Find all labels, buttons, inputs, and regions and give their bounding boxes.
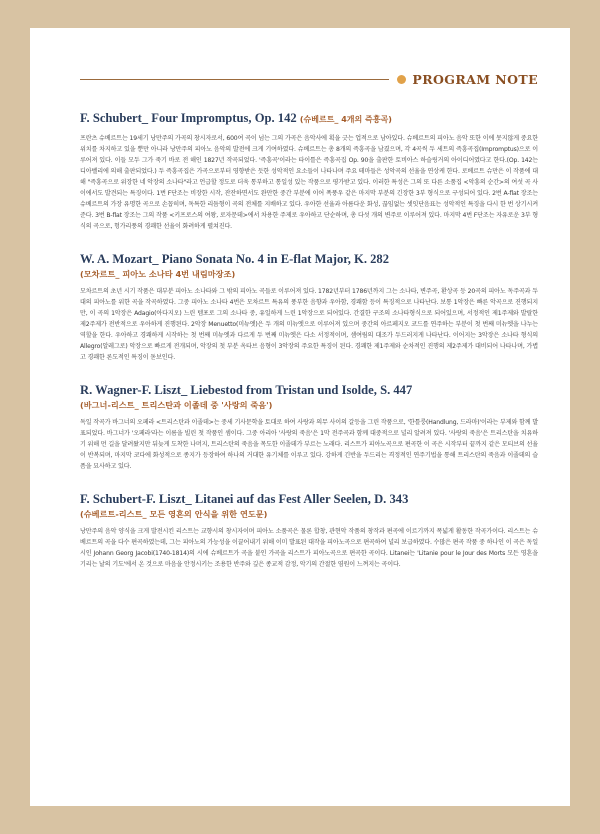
piece-subtitle-korean: (모차르트_ 피아노 소나타 4번 내림마장조) [80, 269, 236, 279]
piece-title-text: F. Schubert_ Four Impromptus, Op. 142 [80, 111, 297, 125]
piece-title-korean: (슈베르트_ 4개의 즉흥곡) [299, 115, 392, 124]
piece-title: R. Wagner-F. Liszt_ Liebestod from Tristan und Isolde, S. 447 [80, 383, 413, 397]
piece-schubert-impromptus [80, 110, 538, 232]
piece-title: W. A. Mozart_ Piano Sonata No. 4 in E-flat Major, K. 282 [80, 252, 390, 266]
piece-wagner-liszt-liebestod [80, 382, 538, 472]
program-note-page [30, 28, 570, 806]
piece-description: 모차르트의 초년 시기 작품은 대부분 피아노 소나타와 그 밖의 피아노 곡들로 이루어져 있다. 1782년부터 1786년까지 그는 소나타, 변주곡, 환상곡 등 20곡의 피아노 독주곡과 두 대의 피아노를 위한 곡을 작곡하였다. 그중 피아노 소나타 4번은 모차르트 특유의 풍부한 음향과 우아함, 경쾌함 등이 특징적으로 나타난다. 보통 1악장은 빠른 악곡으로 진행되지만, 이 곡의 1악장은 Adagio(아다지오) 느린 템포로 그의 소나타 중, 유일하게 느린 1악장으로 되어있다. 간결한 구조의 소나타형식으로 되어있으며, 서정적인 제1주제와 발랄한 제2주제가 전반적으로 우아하게 진행된다. 2악장 Menuetto(미뉴엣)은 두 개의 미뉴엣으로 이루어져 있으며 중간의 아르페지오 코드를 연주하는 부분이 첫 번째 미뉴엣을 나누는 역할을 한다. 우아하고 경쾌하게 시작하는 첫 번째 미뉴엣과 다르게 두 번째 미뉴엣은 다소 서정적이며, 셈여림의 대조가 두드러지게 나타난다. 이어지는 3악장은 소나타 형식의 Allegro(알레그로) 악장으로 빠르게 전개되며, 악장의 첫 부분 옥타브 음형이 3악장의 주요한 특징이 된다. 경쾌한 제1주제와 순차적인 진행의 제2주제가 대비되어 나타나며, 가볍고 경쾌한 론도적인 특징이 돋보인다. [80, 288, 538, 361]
piece-title [80, 110, 538, 128]
piece-description: 프란츠 슈베르트는 19세기 낭만주의 가곡의 창시자로서, 600여 곡이 넘는 그의 가곡은 음악사에 획을 긋는 업적으로 남아있다. 슈베르트의 피아노 음악 또한 이에 못지않게 중요한 위치를 차지하고 있을 뿐만 아니라 낭만주의 피아노 음악의 발전에 크게 기여하였다. 슈베르트는 총 8개의 즉흥곡을 남겼으며, 각 4곡씩 두 세트의 즉흥곡집(Impromptus)으로 이루어져 있다. 이들 모두 그가 죽기 바로 전 해인 1827년 작곡되었다. '즉흥곡'이라는 타이틀은 즉흥곡집 Op. 90을 출판한 토비아스 하슬링거의 아이디어였다고 한다.(Op. 142는 디아벨리에 의해 출판되었다.) 두 즉흥곡집은 가곡으로부터 영향받은 듯한 성악적인 요소들이 나타나며 주요 테마들은 성악곡의 선율을 연상케 한다. 로베르트 슈만은 이 작품에 대해 "즉흥곡으로 위장한 네 악장의 소나타"라고 언급할 정도로 더욱 통부하고 통일성 있는 작품으로 평가받고 있다. 이러한 특성은 그의 또 다른 소품집 <악흥의 순간>의 여섯 곡 사이에서도 발견되는 특징이다. 1번 F단조는 비장한 시작, 잔잔하면서도 완만한 중간 부분에 이어 폭풍우 같은 마지막 부분의 긴장한 3부 형식으로 구성되어 있다. 2번 A-flat 장조는 슈베르트의 가장 유명한 곡으로 손꼽히며, 독특한 리듬형이 곡의 전체를 지배하고 있다. 우아한 선율과 아름다운 화성, 끊임없는 셋잇단음표는 성악적인 특징을 다시 한 번 상기시켜준다. 3번 B-flat 장조는 그의 작품 <키프로스의 여왕, 로자문데>에서 차용한 주제로 우아하고 단순하며, 총 다섯 개의 변주로 이루어져 있다. 마지막 4번 F단조는 자유로운 3부 형식의 곡으로, 헝가리풍의 경쾌한 선율이 화려하게 펼쳐진다. [80, 135, 538, 230]
header-rule [80, 79, 389, 80]
piece-description: 낭만주의 음악 양식을 크게 발전시킨 리스트는 교향시의 창시자이며 피아노 소품곡은 물론 합창, 관현악 작품의 창작과 편곡에 이르기까지 폭넓게 활동한 작곡가이다. 리스트는 슈베르트의 곡을 다수 편곡하였는데, 그는 피아노의 가능성을 이끌어내기 위해 이미 발표된 대작을 피아노곡으로 편곡하여 널리 보급하였다. 수많은 편곡 작품 중 하나인 이 곡은 독일 시인 Johann Georg Jacobi(1740-1814)의 시에 슈베르트가 곡을 붙인 가곡을 리스트가 피아노곡으로 편곡한 곡이다. Litanei는 'Litanie pour le Jour des Morts 모든 영혼을 기리는 날의 기도'에서 온 것으로 마음을 안정시키는 조용한 반주와 깊은 종교적 감정, 악기의 간절한 염원이 느껴지는 곡이다. [80, 528, 538, 568]
bullet-dot-icon [397, 75, 406, 84]
program-note-header [80, 70, 538, 88]
piece-mozart-sonata [80, 251, 538, 363]
header-title: PROGRAM NOTE [412, 71, 538, 87]
piece-subtitle-korean: (바그너-리스트_ 트리스탄과 이졸데 중 '사랑의 죽음') [80, 400, 273, 410]
piece-title: F. Schubert-F. Liszt_ Litanei auf das Fest Aller Seelen, D. 343 [80, 492, 409, 506]
piece-schubert-liszt-litanei [80, 491, 538, 570]
piece-description: 독일 작곡가 바그너의 오페라 <트리스탄과 이졸데>는 중세 기사문학을 토대로 하여 사랑과 의무 사이의 갈등을 그린 작품으로, '한틀룽(Handlung, 드라마)'이라는 부제와 함께 발표되었다. 바그너가 '오페라'라는 이름을 빌린 첫 작품인 셈이다. 그중 아리아 '사랑의 죽음'은 1막 전주곡과 함께 대중적으로 널리 알려져 있다. '사랑의 죽음'은 트리스탄을 치유하기 위해 먼 길을 달려왔지만 뒤늦게 도착한 나머지, 트리스탄의 죽음을 목도한 이졸데가 부르는 노래다. 리스트가 피아노곡으로 편곡한 이 곡은 시작부터 끝까지 같은 모티브의 선율이 반복되며, 마지막 코다에 화성적으로 종지가 등장하여 하나의 거대한 유기체를 이루고 있다. 강하게 긴반을 두드리는 격정적인 연주기법을 통해 트리스탄의 죽음과 이졸데의 슬픔을 묘사하고 있다. [80, 419, 538, 470]
piece-subtitle-korean: (슈베르트-리스트_ 모든 영혼의 안식을 위한 연도문) [80, 509, 268, 519]
